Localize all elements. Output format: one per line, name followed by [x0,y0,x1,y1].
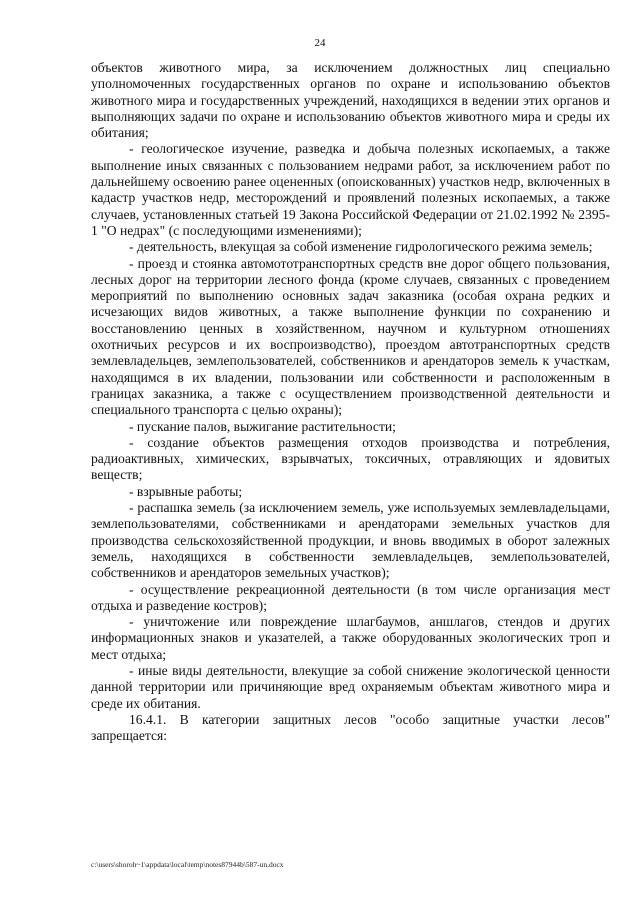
list-item-explosions: - взрывные работы; [129,483,243,499]
list-item-other: - иные виды деятельности, влекущие за собой снижение экологической ценности данной территории или причиняющие вред охраняемым объектам животного мира и среде их обитания. [91,662,610,711]
section-heading-16-4-1: 16.4.1. В категории защитных лесов "особо защитные участки лесов" запрещается: [91,711,610,744]
paragraph-continuation: объектов животного мира, за исключением должностных лиц специально уполномоченных государственных органов по охране и использованию объектов животного мира и государственных учреждений, находящихся в ведении этих органов и выполняющих задачи по охране и использованию объектов животного мира и среды их обитания; [91,60,610,141]
page-number: 24 [314,37,326,49]
list-item-hydrology: - деятельность, влекущая за собой изменение гидрологического режима земель; [129,239,593,255]
list-item-geology: - геологическое изучение, разведка и добыча полезных ископаемых, а также выполнение иных связанных с пользованием недрами работ, за исключением работ по дальнейшему освоению ранее оцененных (опоискованных) участков недр, включенных в кадастр участков недр, месторождений и проявлений полезных ископаемых, а также случаев, установленных статьей 19 Закона Российской Федерации от 21.02.1992 № 2395-1 "О недрах" (с последующими изменениями); [91,141,610,238]
list-item-recreation: - осуществление рекреационной деятельности (в том числе организация мест отдыха и разведение костров); [91,581,610,613]
list-item-vehicles: - проезд и стоянка автомототранспортных средств вне дорог общего пользования, лесных дорог на территории лесного фонда (кроме случаев, связанных с проведением мероприятий по выполнению основных задач заказника (особая охрана редких и исчезающих видов животных, а также выполнение функции по сохранению и восстановлению ценных в хозяйственном, научном и культурном отношениях охотничьих ресурсов и их воспроизводство), проездом автотранспортных средств землевладельцев, землепользователей, собственников и арендаторов земель к участкам, находящимся в их владении, пользовании или собственности и расположенным в границах заказника, а также с осуществлением производственной деятельности и специального транспорта с целью охраны); [91,255,610,418]
list-item-waste: - создание объектов размещения отходов производства и потребления, радиоактивных, химических, взрывчатых, токсичных, отравляющих и ядовитых веществ; [91,434,610,483]
list-item-plowing: - распашка земель (за исключением земель, уже используемых землевладельцами, землепользователями, собственниками и арендаторами земельных участков для производства сельскохозяйственной продукции, и вновь вводимых в оборот залежных земель, находящихся в собственности землевладельцев, землепользователей, собственников и арендаторов земельных участков); [91,500,610,581]
list-item-signs: - уничтожение или повреждение шлагбаумов, аншлагов, стендов и других информационных знаков и указателей, а также оборудованных экологических троп и мест отдыха; [91,614,610,662]
body-text [91,60,610,744]
footer-file-path: c:\users\shoroh~1\appdata\local\temp\notes87944b\587-un.docx [91,860,284,869]
list-item-burning: - пускание палов, выжигание растительности; [129,418,396,434]
